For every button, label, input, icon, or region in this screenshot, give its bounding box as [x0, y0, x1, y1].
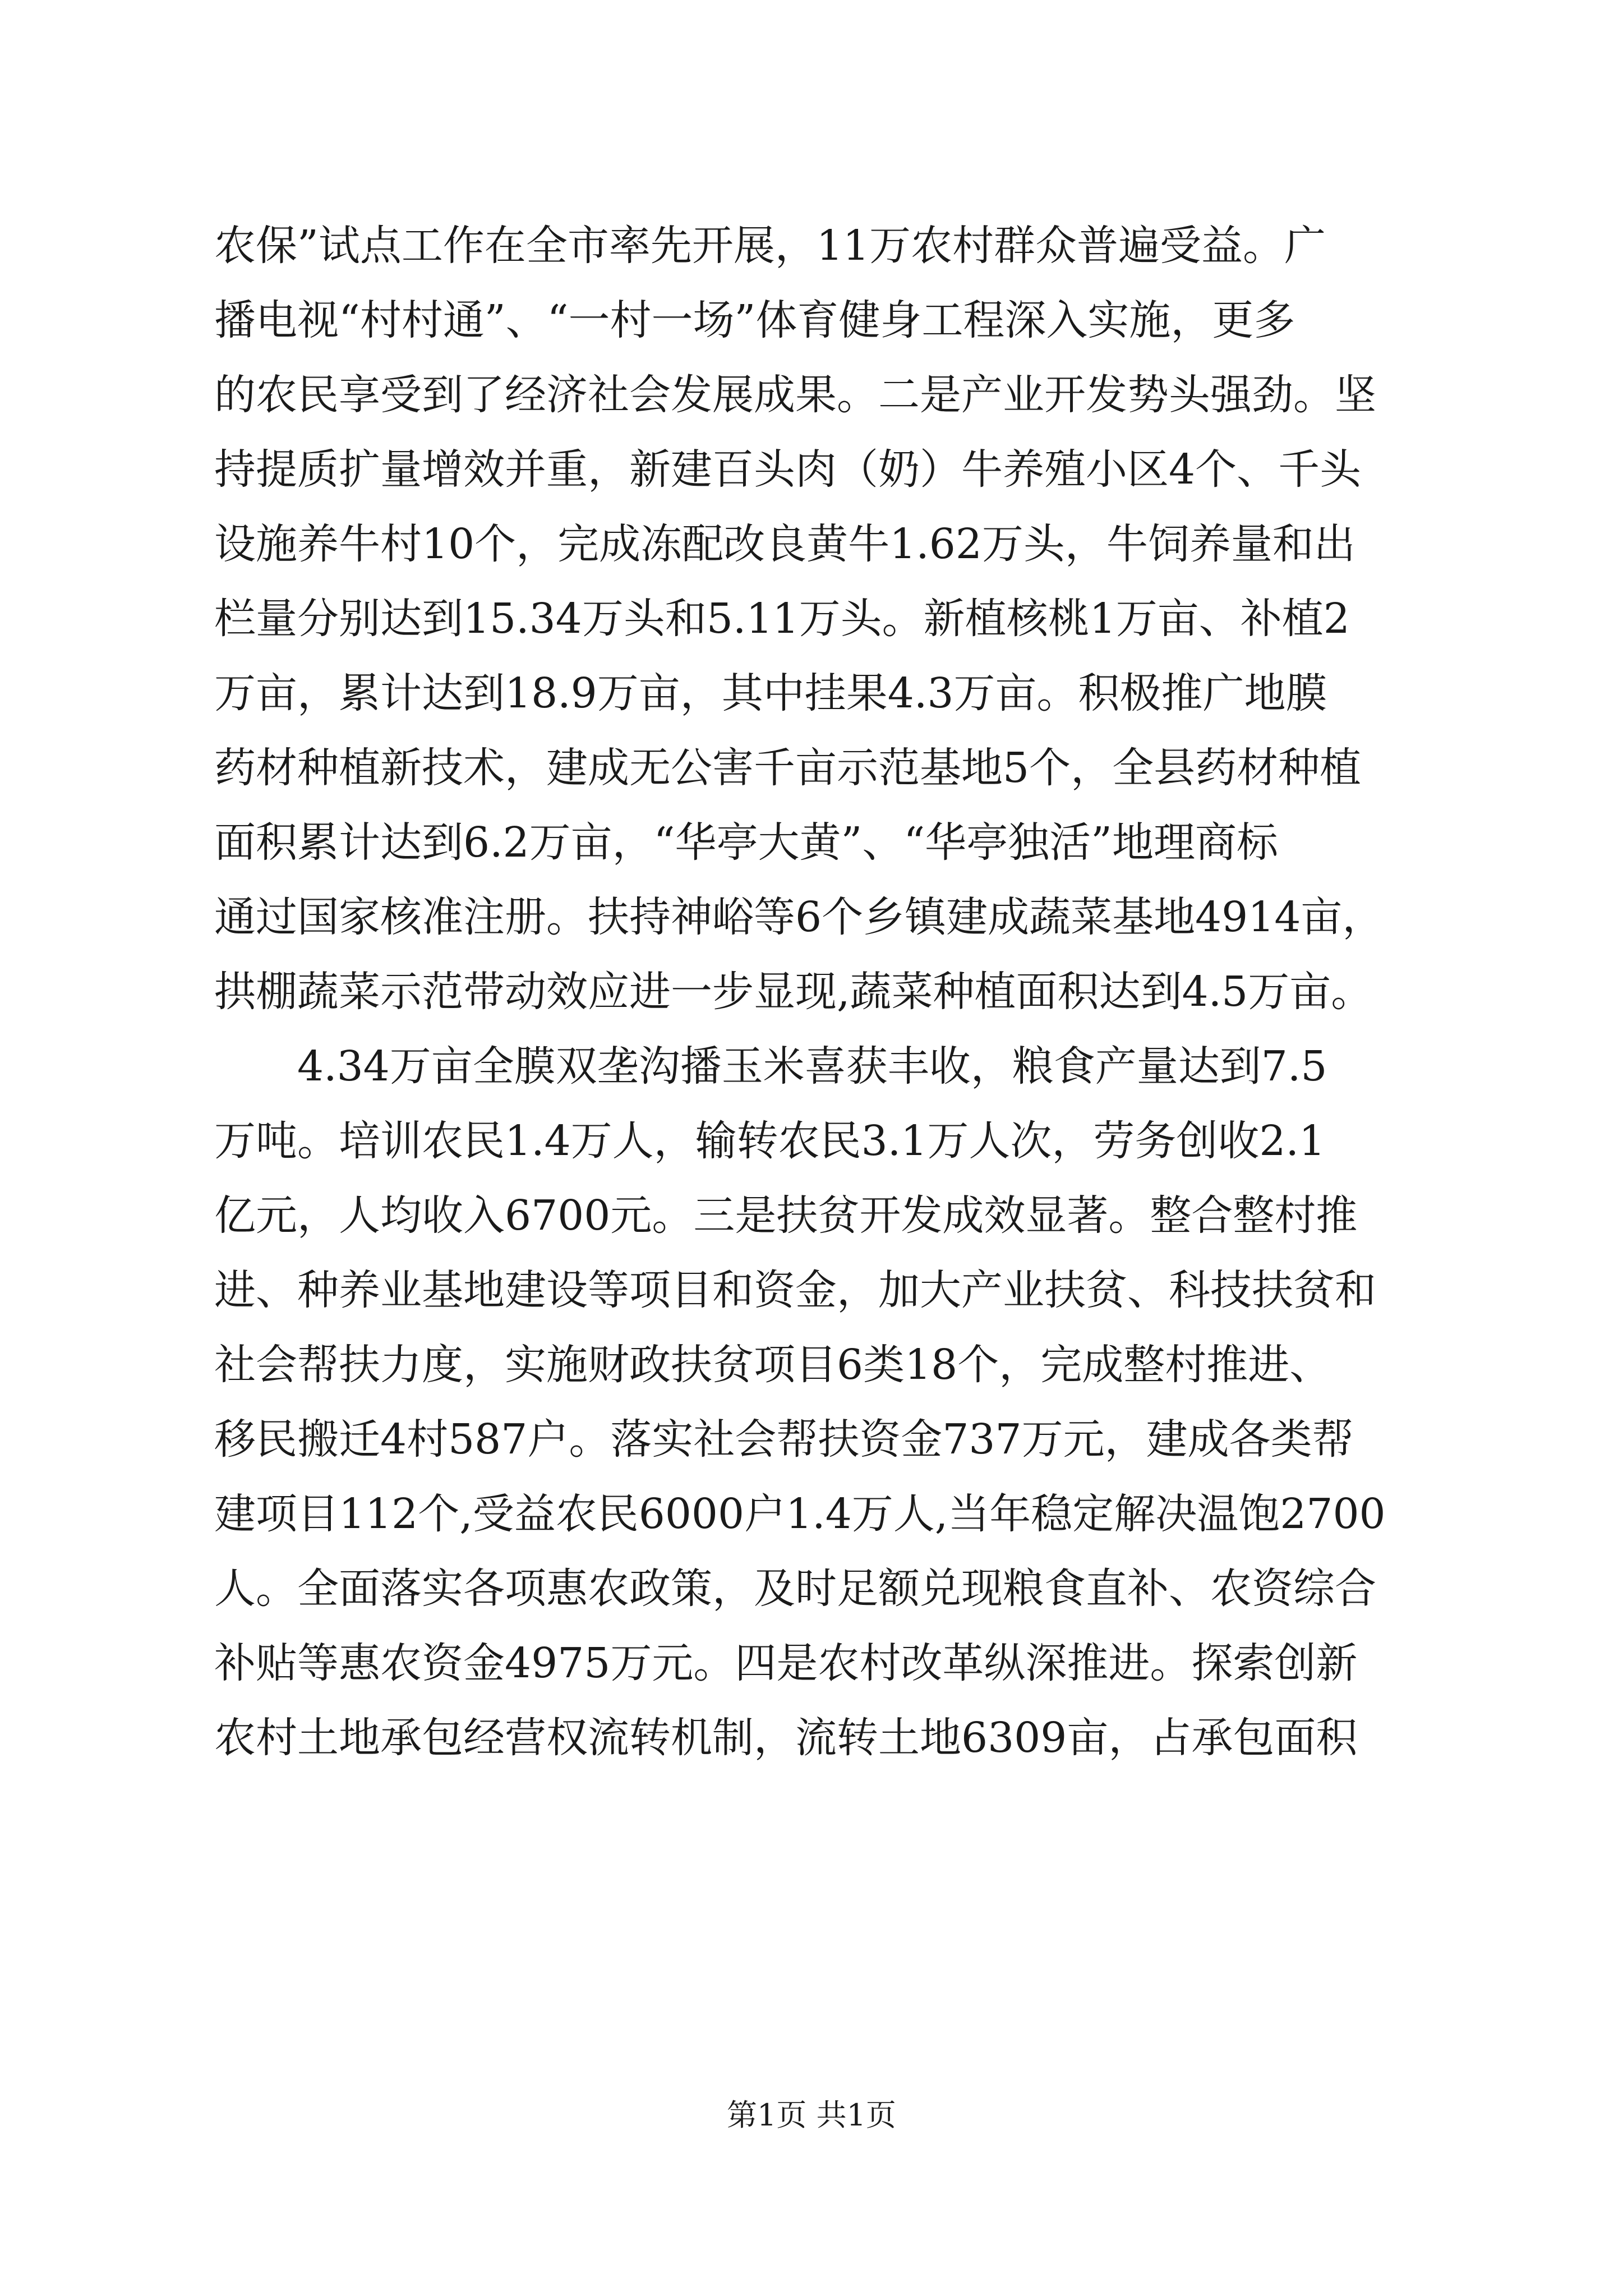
body-text [214, 209, 1420, 1775]
text-line: 万吨。培训农民1.4万人，输转农民3.1万人次，劳务创收2.1 [214, 1117, 1326, 1165]
text-line: 建项目112个,受益农民6000户1.4万人,当年稳定解决温饱2700 [214, 1490, 1386, 1538]
text-line: 移民搬迁4村587户。落实社会帮扶资金737万元，建成各类帮 [214, 1415, 1354, 1464]
text-line: 的农民享受到了经济社会发展成果。二是产业开发势头强劲。坚 [214, 371, 1376, 419]
page-number-label: 第1页 共1页 [727, 2097, 896, 2133]
page-footer [0, 2091, 1623, 2134]
text-line: 拱棚蔬菜示范带动效应进一步显现,蔬菜种植面积达到4.5万亩。 [214, 968, 1373, 1016]
text-line: 社会帮扶力度，实施财政扶贫项目6类18个，完成整村推进、 [214, 1341, 1331, 1389]
text-line: 人。全面落实各项惠农政策，及时足额兑现粮食直补、农资综合 [214, 1565, 1376, 1613]
text-line: 农村土地承包经营权流转机制，流转土地6309亩，占承包面积 [214, 1714, 1358, 1762]
text-line: 栏量分别达到15.34万头和5.11万头。新植核桃1万亩、补植2 [214, 595, 1350, 643]
text-line: 设施养牛村10个，完成冻配改良黄牛1.62万头，牛饲养量和出 [214, 520, 1355, 568]
paragraph-start-line: 4.34万亩全膜双垄沟播玉米喜获丰收，粮食产量达到7.5 [297, 1042, 1327, 1091]
text-line: 播电视“村村通”、“一村一场”体育健身工程深入实施，更多 [214, 296, 1295, 344]
text-line: 药材种植新技术，建成无公害千亩示范基地5个，全县药材种植 [214, 744, 1362, 792]
text-line: 面积累计达到6.2万亩，“华亭大黄”、“华亭独活”地理商标 [214, 818, 1279, 867]
text-line: 亿元，人均收入6700元。三是扶贫开发成效显著。整合整村推 [214, 1191, 1358, 1240]
text-line: 通过国家核准注册。扶持神峪等6个乡镇建成蔬菜基地4914亩， [214, 893, 1384, 941]
text-line: 进、种养业基地建设等项目和资金，加大产业扶贫、科技扶贫和 [214, 1266, 1376, 1314]
text-line: 持提质扩量增效并重，新建百头肉（奶）牛养殖小区4个、千头 [214, 445, 1362, 494]
text-line: 补贴等惠农资金4975万元。四是农村改革纵深推进。探索创新 [214, 1639, 1358, 1687]
text-line: 万亩，累计达到18.9万亩，其中挂果4.3万亩。积极推广地膜 [214, 669, 1327, 717]
text-line: 农保”试点工作在全市率先开展，11万农村群众普遍受益。广 [214, 222, 1326, 270]
